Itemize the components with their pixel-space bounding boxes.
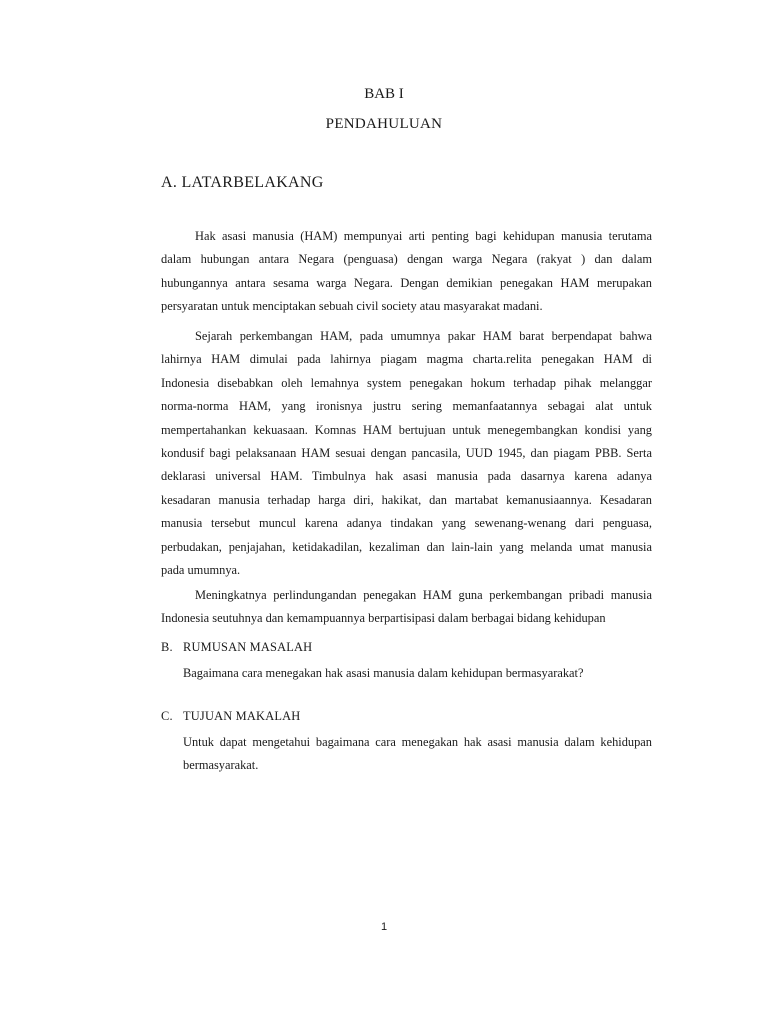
paragraph-2-line: mempertahankan kekuasaan. Komnas HAM bertujuan untuk menegembangkan kondisi yang — [161, 422, 652, 437]
paragraph-2-line: pada umumnya. — [161, 563, 241, 578]
paragraph-1-line: hubungannya antara sesama warga Negara. Dengan demikian penegakan HAM merupakan — [161, 275, 652, 290]
paragraph-2-line: perbudakan, penjajahan, ketidakadilan, kezaliman dan lain-lain yang melanda umat manusia — [161, 539, 652, 554]
paragraph-2-line: Sejarah perkembangan HAM, pada umumnya pakar HAM barat berpendapat bahwa — [195, 329, 652, 343]
paragraph-2-line: Indonesia disebabkan oleh lemahnya system penegakan hokum terhadap pihak melanggar — [161, 375, 652, 390]
paragraph-1-line: persyaratan untuk menciptakan sebuah civil society atau masyarakat madani. — [161, 299, 543, 314]
paragraph-2-line: manusia tersebut muncul karena adanya tindakan yang sewenang-wenang dari penguasa, — [161, 516, 652, 531]
section-c-body-line: bermasyarakat. — [183, 758, 259, 773]
paragraph-2-line: lahirnya HAM dimulai pada lahirnya piagam magma charta.relita penegakan HAM di — [161, 352, 652, 367]
paragraph-3 — [161, 584, 652, 631]
paragraph-3-line: Meningkatnya perlindungandan penegakan HAM guna perkembangan pribadi manusia — [195, 588, 652, 602]
chapter-number: BAB I — [364, 86, 404, 102]
section-b-title: RUMUSAN MASALAH — [183, 640, 313, 654]
paragraph-2-line: kesadaran manusia terhadap harga diri, hakikat, dan martabat kemanusiaannya. Kesadaran — [161, 492, 652, 507]
section-c-title: TUJUAN MAKALAH — [183, 709, 301, 723]
section-c-letter: C. — [161, 709, 173, 723]
paragraph-3-line: Indonesia seutuhnya dan kemampuannya berpartisipasi dalam berbagai bidang kehidupan — [161, 611, 606, 626]
section-c-heading — [161, 709, 300, 724]
section-b-letter: B. — [161, 640, 173, 654]
section-c-body-line: Untuk dapat mengetahui bagaimana cara menegakan hak asasi manusia dalam kehidupan — [183, 735, 652, 749]
paragraph-2 — [161, 325, 652, 582]
section-b-heading — [161, 640, 312, 655]
paragraph-2-line: kondusif bagi pelaksanaan HAM sesuai dengan pancasila, UUD 1945, dan piagam PBB. Serta — [161, 446, 652, 461]
paragraph-1 — [161, 225, 652, 319]
chapter-title: PENDAHULUAN — [325, 116, 443, 132]
paragraph-1-line: dalam hubungan antara Negara (penguasa) dengan warga Negara (rakyat ) dan dalam — [161, 252, 652, 267]
section-b-body: Bagaimana cara menegakan hak asasi manusia dalam kehidupan bermasyarakat? — [183, 666, 584, 680]
section-a-heading: A. LATARBELAKANG — [161, 174, 324, 191]
paragraph-2-line: norma-norma HAM, yang ironisnya justru sering memanfaatannya sebagai alat untuk — [161, 399, 652, 414]
paragraph-2-line: deklarasi universal HAM. Timbulnya hak asasi manusia pada dasarnya karena adanya — [161, 469, 652, 484]
section-c-body — [183, 731, 652, 778]
paragraph-1-line: Hak asasi manusia (HAM) mempunyai arti penting bagi kehidupan manusia terutama — [195, 229, 652, 243]
page-number: 1 — [380, 921, 388, 933]
